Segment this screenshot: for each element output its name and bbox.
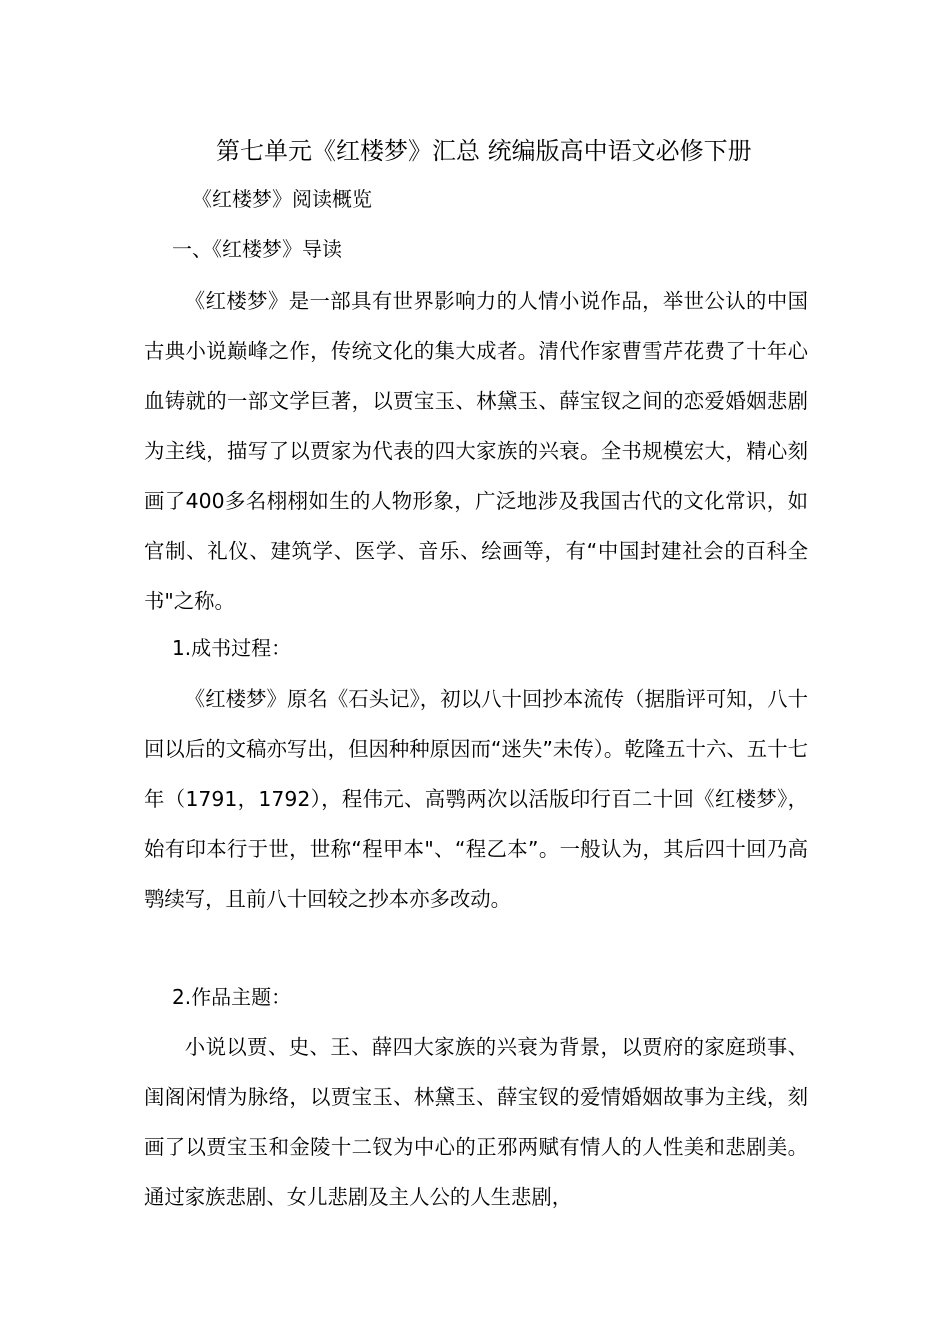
section-heading: 一、《红楼梦》导读 xyxy=(172,237,342,261)
subsection-heading-process: 1.成书过程： xyxy=(172,636,292,660)
document-subtitle: 《红楼梦》阅读概览 xyxy=(192,187,372,211)
intro-paragraph: 《红楼梦》是一部具有世界影响力的人情小说作品，举世公认的中国古典小说巅峰之作，传统文化的集大成者。清代作家曹雪芹花费了十年心血铸就的一部文学巨著，以贾宝玉、林黛玉、薛宝钗之间的恋爱婚姻悲剧为主线，描写了以贾家为代表的四大家族的兴衰。全书规模宏大，精心刻画了400多名栩栩如生的人物形象，广泛地涉及我国古代的文化常识，如官制、礼仪、建筑学、医学、音乐、绘画等，有“中国封建社会的百科全书"之称。 xyxy=(144,289,808,613)
process-paragraph: 《红楼梦》原名《石头记》，初以八十回抄本流传（据脂评可知，八十回以后的文稿亦写出，但因种种原因而“迷失”未传）。乾隆五十六、五十七年（1791，1792），程伟元、高鹗两次以活版印行百二十回《红楼梦》，始有印本行于世，世称“程甲本"、“程乙本”。一般认为，其后四十回乃高鹗续写，且前八十回较之抄本亦多改动。 xyxy=(144,687,808,911)
document-title: 第七单元《红楼梦》汇总 统编版高中语文必修下册 xyxy=(216,137,752,165)
subsection-heading-theme: 2.作品主题： xyxy=(172,985,292,1009)
theme-paragraph: 小说以贾、史、王、薛四大家族的兴衰为背景，以贾府的家庭琐事、闺阁闲情为脉络，以贾宝玉、林黛玉、薛宝钗的爱情婚姻故事为主线，刻画了以贾宝玉和金陵十二钗为中心的正邪两赋有情人的人性美和悲剧美。通过家族悲剧、女儿悲剧及主人公的人生悲剧， xyxy=(144,1035,808,1209)
